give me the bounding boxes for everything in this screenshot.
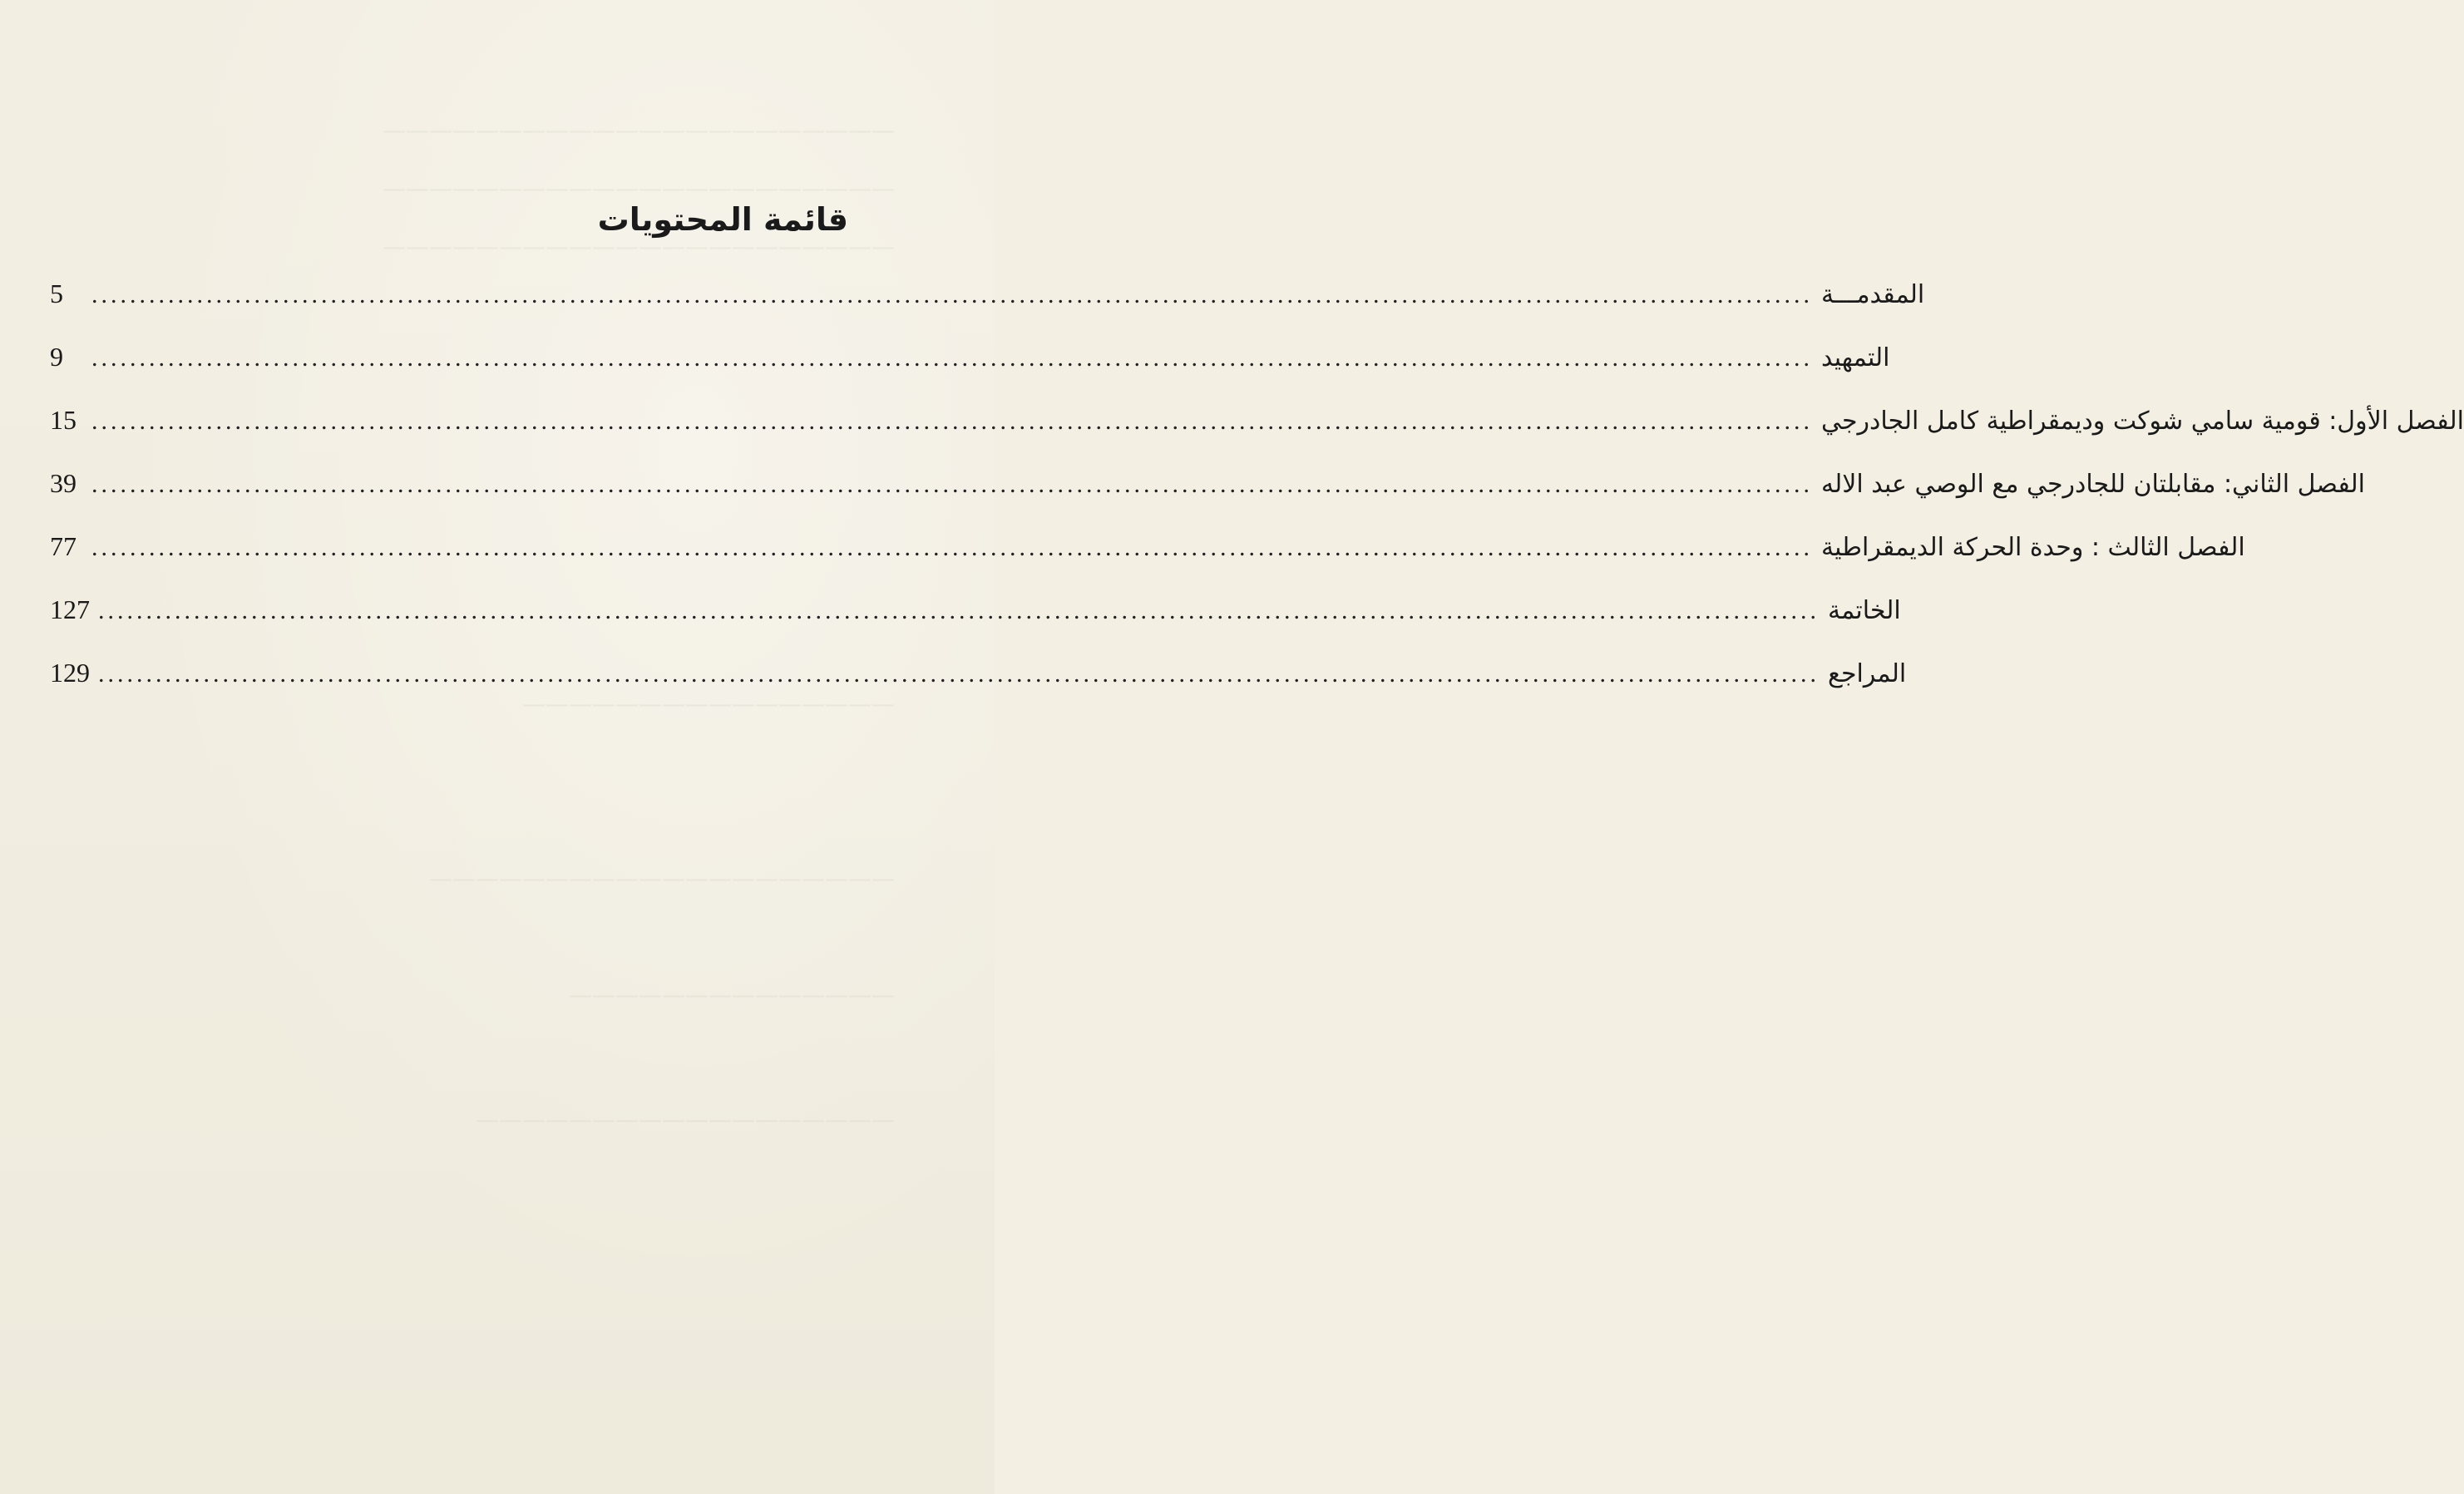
toc-row	[50, 594, 1901, 658]
toc-leader-dots: ....................................................................................................................................................................................	[98, 597, 1820, 624]
show-through-line: ——————————————————	[476, 1106, 895, 1133]
show-through-line: ——————————————————————	[383, 233, 895, 260]
toc-entry-label: المراجع	[1828, 659, 1907, 688]
show-through-line: ——————————————————————	[383, 175, 895, 202]
toc-entry-label: الخاتمة	[1828, 596, 1901, 625]
show-through-line: ————————————————	[522, 690, 895, 717]
toc-row	[50, 658, 1907, 721]
toc-leader-dots: ....................................................................................................................................................................................	[91, 281, 1813, 308]
toc-row	[50, 342, 1890, 405]
toc-entry-label: الفصل الثالث : وحدة الحركة الديمقراطية	[1821, 533, 2245, 562]
toc-entry-label: الفصل الأول: قومية سامي شوكت وديمقراطية كامل الجادرجي	[1821, 407, 2464, 436]
toc-page-number: 127	[50, 594, 90, 624]
show-through-line: ——————————————————————	[383, 116, 895, 144]
toc-page-number: 9	[50, 342, 63, 372]
toc-leader-dots: ....................................................................................................................................................................................	[98, 660, 1820, 688]
toc-leader-dots: ....................................................................................................................................................................................	[91, 471, 1813, 498]
table-of-contents	[50, 279, 2464, 721]
toc-row	[50, 531, 2245, 594]
toc-page-number: 39	[50, 468, 77, 498]
toc-page-number: 129	[50, 658, 90, 688]
toc-leader-dots: ....................................................................................................................................................................................	[91, 407, 1813, 435]
toc-leader-dots: ....................................................................................................................................................................................	[91, 344, 1813, 372]
toc-row	[50, 279, 1925, 342]
page-title: قائمة المحتويات	[597, 201, 848, 238]
toc-leader-dots: ....................................................................................................................................................................................	[91, 534, 1813, 561]
toc-page-number: 77	[50, 531, 77, 561]
toc-entry-label: التمهيد	[1821, 343, 1890, 372]
toc-row	[50, 468, 2365, 531]
show-through-line: ————————————————————	[429, 865, 895, 892]
toc-entry-label: الفصل الثاني: مقابلتان للجادرجي مع الوصي عبد الاله	[1821, 470, 2365, 499]
toc-page-number: 5	[50, 279, 63, 308]
toc-entry-label: المقدمـــة	[1821, 280, 1925, 309]
show-through-line: ——————————————	[569, 981, 895, 1008]
toc-page-number: 15	[50, 405, 77, 435]
toc-row	[50, 405, 2464, 468]
